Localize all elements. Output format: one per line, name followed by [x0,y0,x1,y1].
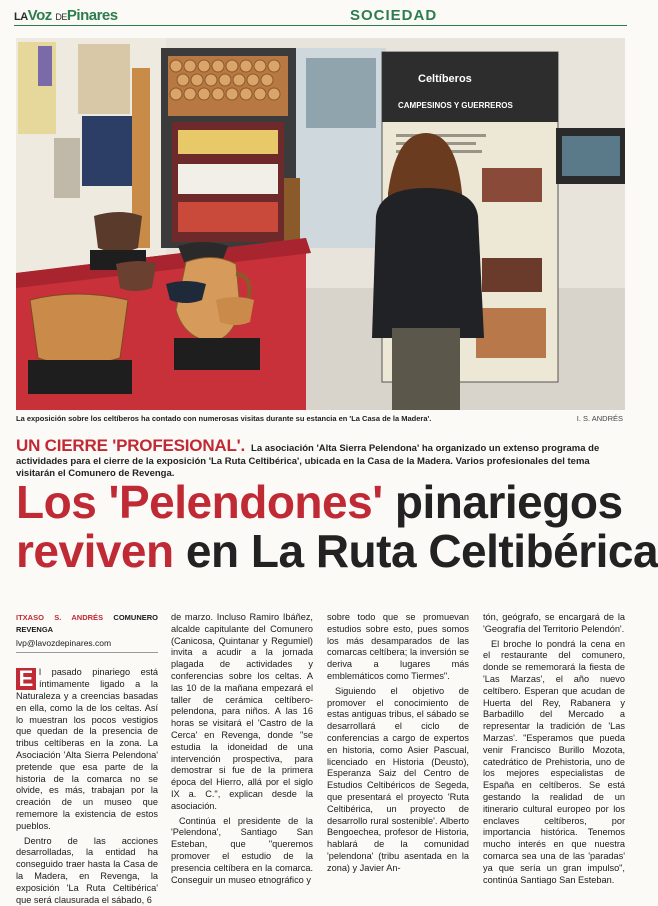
column-1 [16,612,158,906]
photo-credit: I. S. ANDRÉS [576,414,623,423]
paragraph: Dentro de las acciones desarrolladas, la entidad ha conseguido traer hasta la Casa de la Madera, en Revenga, la exposición 'La Ruta Celtibérica' que será clausurada el sábado, 6 [16,835,158,905]
brand-pinares: Pinares [66,7,118,24]
brand-de: DE [55,12,67,22]
byline [16,612,158,636]
article-body [16,612,625,905]
byline-author: ITXASO S. ANDRÉS [16,613,104,622]
headline-rest-1: pinariegos [382,476,623,528]
brand-voz: Voz [27,7,52,24]
paragraph: El broche lo pondrá la cena en el restaurante del comunero, donde se rememorará la fiesta de 'Las Marzas', el año nuevo celtíbero. Esperan que acudan de Huerta del Rey, Rabanera y Barbadillo del Mercado a representar la tradición de 'Las Marzas'. "Esperamos que pueda venir Francisco Burillo Mozota, catedrático de Prehistoria, uno de los mejores especialistas de España en celtíberos. Se está gestando la realidad de un itinerario cultural europeo por los enclaves celtíberos, por importancia histórica. Tenemos mucho interés en que nuestra comarca sea una de las 'paradas' ya que sería un gran impulso", continúa Santiago San Esteban. [483,638,625,885]
kicker-text: La asociación 'Alta Sierra Pelendona' ha organizado un extenso programa de actividades para el cierre de la exposición 'La Ruta Celtibérica', ubicada en la Casa de la Madera. Varios profesionales del tema visitarán el Comunero de Revenga. [16,443,600,479]
paragraph: Siguiendo el objetivo de promover el conocimiento de estas antiguas tribus, el sábado se desarrollará el ciclo de conferencias a cargo de expertos en historia, como Asier Pascual, licenciado en Historia (Deusto), Esperanza Saiz del Centro de Estudios Celtibéricos de Segeda, que presentará el proyecto 'Ruta Celtibérica, un proyecto de desarrollo rural sostenible'. Alberto Bengoechea, profesor de Historia, hablará de la comunidad 'pelendona' (tribu asentada en la zona) y Javier An- [327,685,469,873]
paragraph: Continúa el presidente de la 'Pelendona', Santiago San Esteban, que "queremos promover el estudio de la presencia celtíbera en la comarca. Conseguir un museo etnográfico y [171,815,313,885]
paragraph: tón, geógrafo, se encargará de la 'Geografía del Territorio Pelendón'. [483,612,625,634]
section-label: SOCIEDAD [350,7,438,24]
banner-subtitle: CAMPESINOS Y GUERREROS [398,101,513,110]
column-2 [171,612,313,886]
headline-line-1 [16,478,625,527]
masthead [14,6,627,26]
exhibition-photo [16,38,625,410]
headline-rest-2: en La Ruta Celtibérica [173,525,658,577]
paragraph: sobre todo que se promuevan estudios sobre esto, pues somos los más desamparados de las comarcas celtíbera; la inversión se deriva a lugares más emblemáticos como Tiermes". [327,612,469,681]
byline-location: COMUNERO REVENGA [16,613,158,634]
kicker [16,436,625,481]
column-4 [483,612,625,886]
headline [16,476,658,577]
kicker-title: UN CIERRE 'PROFESIONAL'. [16,436,246,455]
column-3 [327,612,469,875]
paragraph-text: l pasado pinariego está íntimamente ligado a la Naturaleza y a creencias basadas en ella, como la de los celtas. Así lo muestran los pocos vestigios que quedan de la presencia de tribus celtíberas en la zona. La Asociación 'Alta Sierra Pelendona' pretende que esa parte de la historia de la comarca no se olvide, es más, trabajan por la creación de un museo que rememore la existencia de estos pueblos. [16,667,158,831]
exhibition-photo-illustration [16,38,625,410]
headline-highlight-2: reviven [16,525,174,577]
photo-caption: La exposición sobre los celtíberos ha contado con numerosas visitas durante su estancia en 'La Casa de la Madera'. [16,414,432,423]
paragraph: de marzo. Incluso Ramiro Ibáñez, alcalde capitulante del Comunero (Canicosa, Quintanar y Regumiel) invita a acudir a la jornada plagada de actividades y conferencias sobre los celtas. A las 10 de la mañana empezará el taller de cerámica celtíbero-pelendona, para niños. A las 16 horas se visitará el 'Castro de la Cerca' en Revenga, donde "se estudia la idoneidad de una intervención prospectiva, para demostrar si fue de la primera época del Hierro, allá por el siglo IX a. C.", explican desde la asociación. [171,612,313,811]
headline-line-2 [16,525,658,577]
byline-email[interactable]: lvp@lavozdepinares.com [16,638,158,654]
newspaper-logo [14,7,118,24]
drop-cap: E [16,668,36,690]
brand-la: LA [14,11,28,23]
paragraph [16,667,158,832]
headline-highlight-1: Los 'Pelendones' [16,476,383,528]
banner-title: Celtíberos [418,73,472,85]
